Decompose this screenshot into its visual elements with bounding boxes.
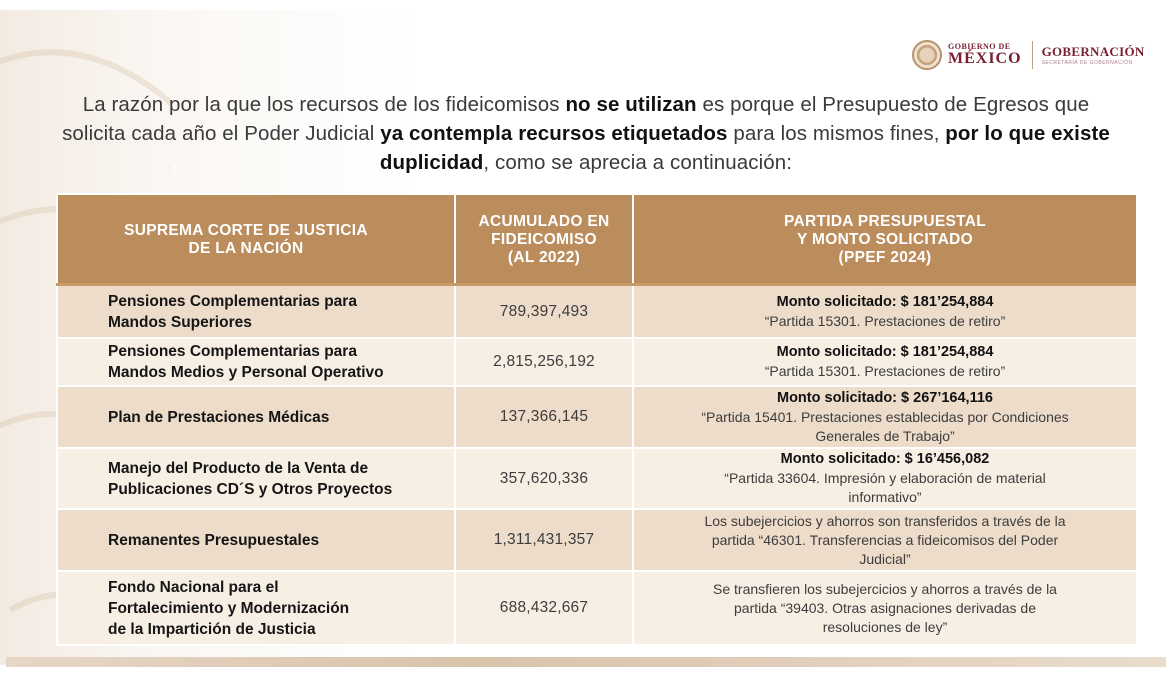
header-col2-line2: FIDEICOMISO	[491, 230, 597, 248]
row-partida	[633, 509, 1137, 571]
intro-text-3: para los mismos fines,	[727, 122, 946, 145]
partida-line1: “Partida 33604. Impresión y elaboración de material	[724, 470, 1046, 486]
header-col2-line1: ACUMULADO EN	[478, 212, 610, 230]
partida-line1: Se transfieren los subejercicios y ahorros a través de la	[713, 580, 1057, 597]
header-col1-line2: DE LA NACIÓN	[188, 239, 304, 257]
row-name-line2: Mandos Medios y Personal Operativo	[108, 364, 384, 381]
monto-solicitado: Monto solicitado: $ 181’254,884	[776, 344, 994, 360]
monto-solicitado: Monto solicitado: $ 267’164,116	[777, 389, 993, 406]
header-logos	[912, 38, 1145, 72]
partida-line2: informativo”	[848, 489, 922, 505]
row-name-line1: Fondo Nacional para el	[108, 578, 279, 596]
fideicomisos-table	[56, 193, 1138, 646]
gobernacion-logo	[1042, 45, 1145, 66]
row-amount: 137,366,145	[455, 386, 633, 448]
header-col3-line3: (PPEF 2024)	[838, 248, 932, 266]
row-name-line1: Manejo del Producto de la Venta de	[108, 459, 369, 477]
row-name	[57, 571, 455, 645]
intro-text-4: , como se aprecia a continuación:	[483, 151, 793, 174]
row-name-line1: Plan de Prestaciones Médicas	[108, 408, 330, 426]
partida-line3: resoluciones de ley”	[822, 618, 948, 635]
monto-solicitado: Monto solicitado: $ 181’254,884	[776, 293, 994, 310]
row-partida	[633, 386, 1137, 448]
logo-secretaria-text: GOBERNACIÓN	[1041, 43, 1145, 59]
logo-gobierno-small-text: GOBIERNO DE	[948, 42, 1011, 51]
table-row	[57, 571, 1137, 645]
table-row	[57, 338, 1137, 386]
header-acumulado	[455, 194, 633, 285]
intro-text-2: es porque el Presupuesto de Egresos que solicita cada año el Poder Judicial	[62, 93, 1090, 145]
header-accent-line	[56, 283, 1136, 286]
partida-line1: Los subejercicios y ahorros son transferidos a través de la	[704, 512, 1066, 529]
row-name-line3: de la Impartición de Justicia	[108, 620, 316, 638]
row-name	[57, 338, 455, 386]
row-amount: 688,432,667	[455, 571, 633, 645]
header-col3-line1: PARTIDA PRESUPUESTAL	[783, 212, 987, 230]
row-name-line1: Pensiones Complementarias para	[108, 343, 357, 360]
logo-gobierno-big-text: MÉXICO	[948, 50, 1022, 67]
bottom-band	[6, 657, 1166, 667]
row-amount: 1,311,431,357	[455, 509, 633, 571]
partida-line2: partida “39403. Otras asignaciones derivadas de	[734, 599, 1036, 616]
row-partida	[633, 338, 1137, 386]
table-row	[57, 448, 1137, 509]
partida-line2: Generales de Trabajo”	[815, 427, 955, 444]
intro-bold-3: por lo que existe duplicidad	[379, 122, 1110, 174]
row-partida	[633, 571, 1137, 645]
row-name	[57, 448, 455, 509]
header-partida	[633, 194, 1137, 285]
table-row	[57, 509, 1137, 571]
intro-bold-1: no se utilizan	[565, 93, 697, 116]
row-name-line1: Pensiones Complementarias para	[108, 292, 357, 310]
table-header-row	[57, 194, 1137, 285]
row-name	[57, 285, 455, 338]
table-row	[57, 386, 1137, 448]
intro-paragraph	[56, 90, 1116, 177]
header-col2-line3: (AL 2022)	[507, 248, 581, 266]
header-col3-line2: Y MONTO SOLICITADO	[797, 230, 973, 248]
partida-line1: “Partida 15301. Prestaciones de retiro”	[764, 363, 1006, 379]
logo-divider	[1032, 41, 1033, 69]
intro-bold-2: ya contempla recursos etiquetados	[380, 122, 728, 145]
partida-line1: “Partida 15301. Prestaciones de retiro”	[764, 312, 1006, 329]
monto-solicitado: Monto solicitado: $ 16’456,082	[780, 451, 990, 467]
row-partida	[633, 448, 1137, 509]
partida-line2: partida “46301. Transferencias a fideicomisos del Poder	[711, 531, 1059, 548]
row-name-line1: Remanentes Presupuestales	[108, 531, 320, 549]
row-amount: 2,815,256,192	[455, 338, 633, 386]
partida-line3: Judicial”	[859, 550, 911, 567]
header-scjn	[57, 194, 455, 285]
row-name-line2: Fortalecimiento y Modernización	[108, 599, 350, 617]
gobierno-de-mexico-logo	[948, 43, 1022, 67]
row-name	[57, 509, 455, 571]
table-row	[57, 285, 1137, 338]
row-amount: 789,397,493	[455, 285, 633, 338]
row-name	[57, 386, 455, 448]
header-col1-line1: SUPREMA CORTE DE JUSTICIA	[124, 221, 368, 239]
row-name-line2: Publicaciones CD´S y Otros Proyectos	[108, 480, 393, 498]
partida-line1: “Partida 15401. Prestaciones establecidas por Condiciones	[701, 408, 1069, 425]
logo-secretaria-subtext: SECRETARÍA DE GOBERNACIÓN	[1041, 59, 1133, 66]
coat-of-arms-icon	[912, 40, 942, 70]
row-name-line2: Mandos Superiores	[108, 313, 252, 331]
row-amount: 357,620,336	[455, 448, 633, 509]
intro-text-1: La razón por la que los recursos de los fideicomisos	[82, 93, 566, 116]
row-partida	[633, 285, 1137, 338]
